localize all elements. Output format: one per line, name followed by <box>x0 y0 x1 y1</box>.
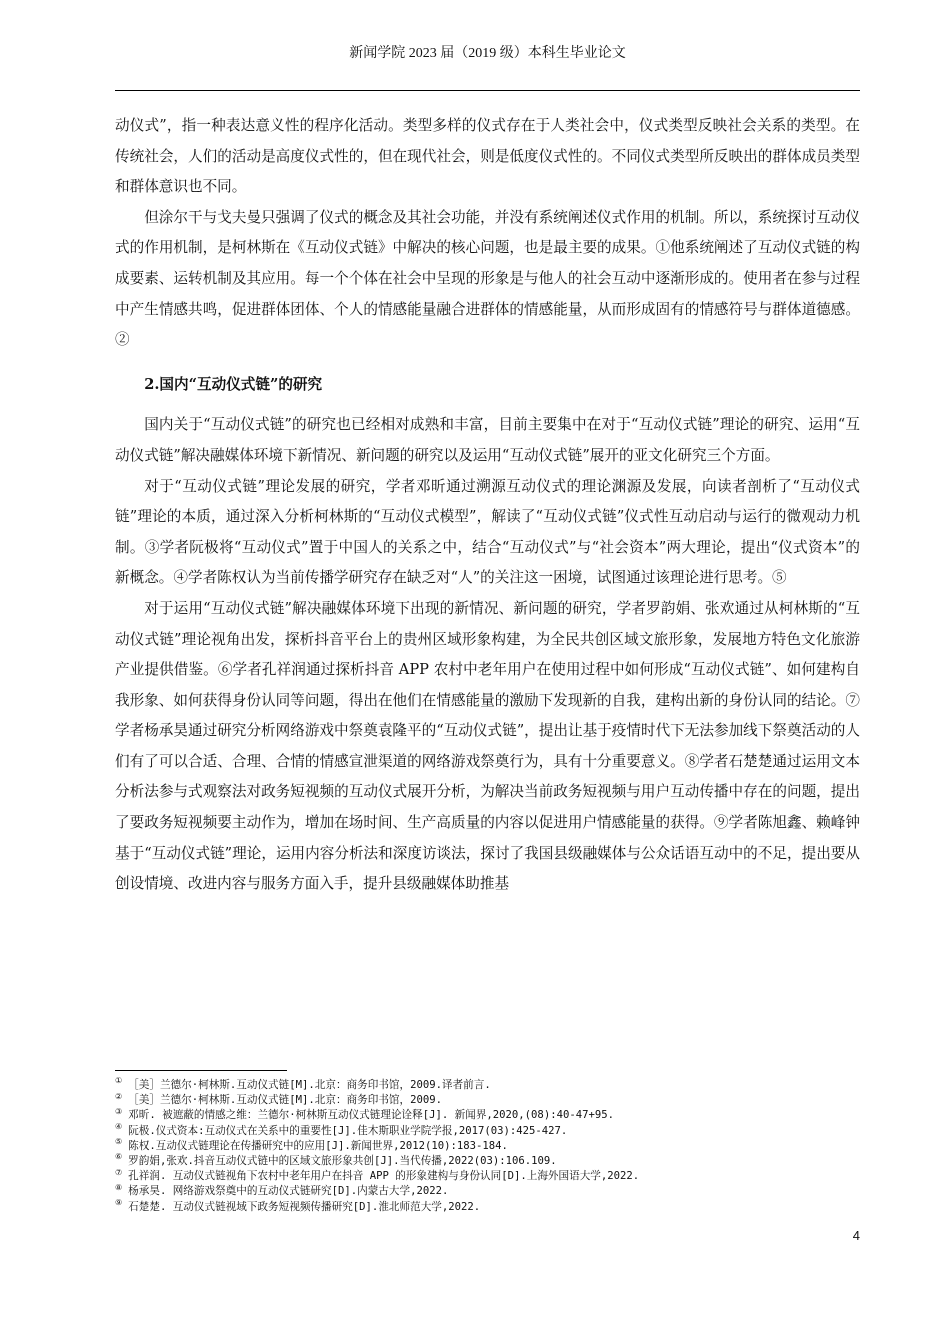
main-text <box>115 111 860 900</box>
header-rule <box>115 90 860 91</box>
footnote <box>115 1093 860 1108</box>
footnote-mark: ⑨ <box>115 1198 123 1208</box>
footnote-text: ［美］兰德尔·柯林斯.互动仪式链[M].北京：商务印书馆，2009. <box>128 1094 442 1107</box>
footnote-text: 阮极.仪式资本:互动仪式在关系中的重要性[J].佳木斯职业学院学报,2017(03):425-427. <box>128 1124 568 1137</box>
footnote <box>115 1169 860 1184</box>
paragraph: 但涂尔干与戈夫曼只强调了仪式的概念及其社会功能，并没有系统阐述仪式作用的机制。所以，系统探讨互动仪式的作用机制，是柯林斯在《互动仪式链》中解决的核心问题，也是最主要的成果。①他系统阐述了互动仪式链的构成要素、运转机制及其应用。每一个个体在社会中呈现的形象是与他人的社会互动中逐渐形成的。使用者在参与过程中产生情感共鸣，促进群体团体、个人的情感能量融合进群体的情感能量，从而形成固有的情感符号与群体道德感。② <box>115 208 860 349</box>
footnote-mark: ④ <box>115 1122 123 1132</box>
footnote-rule <box>115 1070 287 1071</box>
footnote-text: ［美］兰德尔·柯林斯.互动仪式链[M].北京：商务印书馆，2009.译者前言. <box>128 1079 491 1091</box>
footnote-text: 陈权.互动仪式链理论在传播研究中的应用[J].新闻世界,2012(10):183-184. <box>128 1139 508 1152</box>
footnotes <box>115 1078 860 1215</box>
paragraph: 对于运用“互动仪式链”解决融媒体环境下出现的新情况、新问题的研究，学者罗韵娟、张欢通过从柯林斯的“互动仪式链”理论视角出发，探析抖音平台上的贵州区域形象构建，为全民共创区域文旅形象，发展地方特色文化旅游产业提供借鉴。⑥学者孔祥润通过探析抖音 APP 农村中老年用户在使用过程中如何形成“互动仪式链”、如何建构自我形象、如何获得身份认同等问题，得出在他们在情感能量的激励下发现新的自我，建构出新的身份认同的结论。⑦学者杨承昊通过研究分析网络游戏中祭奠袁隆平的“互动仪式链”，提出让基于疫情时代下无法参加线下祭奠活动的人们有了可以合适、合理、合情的情感宣泄渠道的网络游戏祭奠行为，具有十分重要意义。⑧学者石楚楚通过运用文本分析法参与式观察法对政务短视频的互动仪式展开分析，为解决当前政务短视频与用户互动传播中存在的问题，提出了要政务短视频要主动作为，增加在场时间、生产高质量的内容以促进用户情感能量的获得。⑨学者陈旭鑫、赖峰钟基于“互动仪式链”理论，运用内容分析法和深度访谈法，探讨了我国县级融媒体与公众话语互动中的不足，提出要从创设情境、改进内容与服务方面入手，提升县级融媒体助推基 <box>115 599 860 893</box>
footnote-mark: ⑧ <box>115 1182 123 1192</box>
footnote <box>115 1154 860 1169</box>
footnote-mark: ⑤ <box>115 1137 123 1147</box>
footnote <box>115 1124 860 1139</box>
footnote-text: 杨承昊. 网络游戏祭奠中的互动仪式链研究[D].内蒙古大学,2022. <box>128 1185 449 1198</box>
footnote-mark: ② <box>115 1091 123 1101</box>
footnote <box>115 1200 860 1215</box>
footnote <box>115 1108 860 1123</box>
footnote-mark: ⑥ <box>115 1152 123 1162</box>
running-header: 新闻学院 2023 届（2019 级）本科生毕业论文 <box>349 46 626 61</box>
footnote-text: 石楚楚. 互动仪式链视域下政务短视频传播研究[D].淮北师范大学,2022. <box>128 1200 481 1213</box>
paragraph: 动仪式”，指一种表达意义性的程序化活动。类型多样的仪式存在于人类社会中，仪式类型反映社会关系的类型。在传统社会，人们的活动是高度仪式性的，但在现代社会，则是低度仪式性的。不同仪式类型所反映出的群体成员类型和群体意识也不同。 <box>115 117 860 196</box>
footnote-text: 孔祥润. 互动仪式链视角下农村中老年用户在抖音 APP 的形象建构与身份认同[D].上海外国语大学,2022. <box>128 1170 640 1183</box>
footnote-text: 邓昕. 被遮蔽的情感之维：兰德尔·柯林斯互动仪式链理论诠释[J]. 新闻界,2020,(08):40-47+95. <box>128 1109 614 1122</box>
section-heading: 2.国内“互动仪式链”的研究 <box>144 375 323 393</box>
footnote <box>115 1078 860 1093</box>
footnote <box>115 1139 860 1154</box>
page-number: 4 <box>852 1228 860 1243</box>
footnote-text: 罗韵娟,张欢.抖音互动仪式链中的区域文旅形象共创[J].当代传播,2022(03):106.109. <box>128 1155 557 1168</box>
paragraph: 对于“互动仪式链”理论发展的研究，学者邓昕通过溯源互动仪式的理论渊源及发展，向读者剖析了“互动仪式链”理论的本质，通过深入分析柯林斯的“互动仪式模型”，解读了“互动仪式链”仪式性互动启动与运行的微观动力机制。③学者阮极将“互动仪式”置于中国人的关系之中，结合“互动仪式”与“社会资本”两大理论，提出“仪式资本”的新概念。④学者陈权认为当前传播学研究存在缺乏对“人”的关注这一困境，试图通过该理论进行思考。⑤ <box>115 477 860 587</box>
footnote-mark: ③ <box>115 1106 123 1116</box>
footnote <box>115 1184 860 1199</box>
footnote-mark: ① <box>115 1076 123 1086</box>
footnote-mark: ⑦ <box>115 1167 123 1177</box>
paragraph: 国内关于“互动仪式链”的研究也已经相对成熟和丰富，目前主要集中在对于“互动仪式链”理论的研究、运用“互动仪式链”解决融媒体环境下新情况、新问题的研究以及运用“互动仪式链”展开的亚文化研究三个方面。 <box>115 416 860 464</box>
